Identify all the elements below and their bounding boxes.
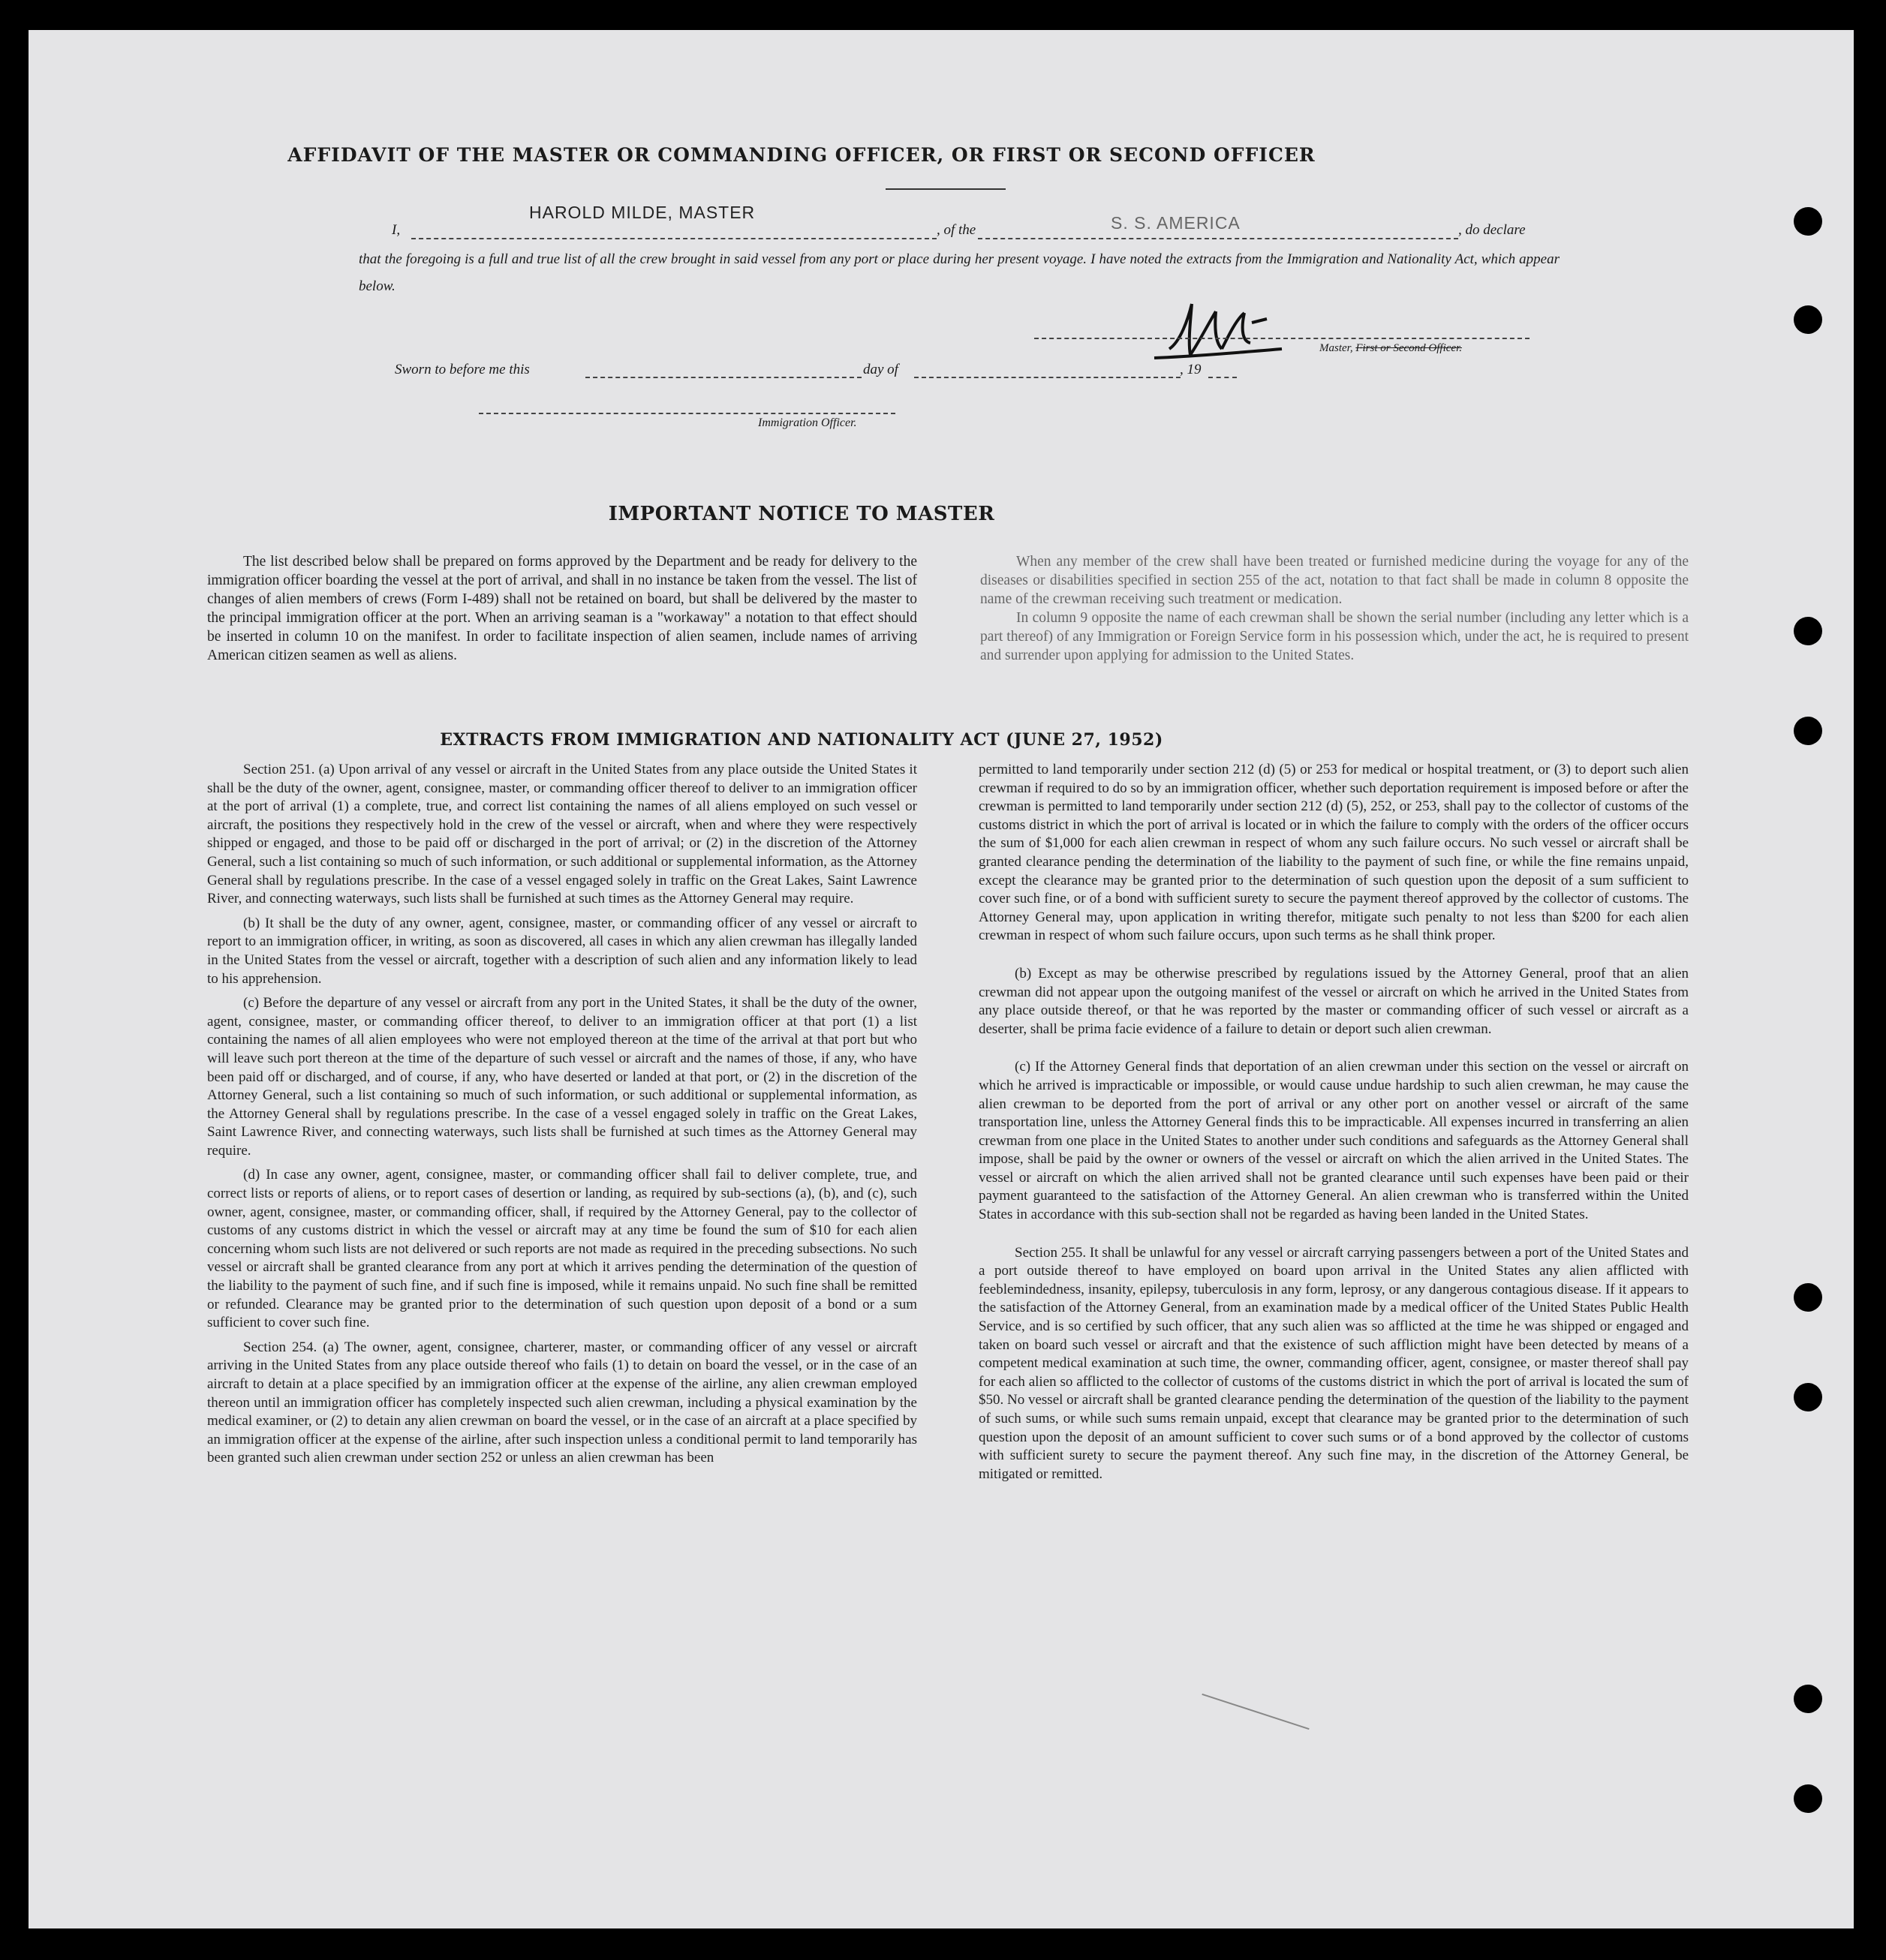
section-251b: (b) It shall be the duty of any owner, agent, consignee, master, or commanding officer of any vessel or aircraft to report to an immigration officer, in writing, as soon as discovered, all cases in which any alien crewman has illegally landed in the United States from the vessel or aircraft, together with a description of such alien and any information likely to lead to his apprehension.: [207, 915, 917, 987]
signature-role-label: [1319, 342, 1462, 355]
binder-hole-2: [1794, 305, 1822, 334]
sworn-year-line: [1208, 377, 1237, 378]
name-blank-line: [411, 238, 937, 239]
notice-right-paragraph-2: In column 9 opposite the name of each crewman shall be shown the serial number (including any letter which is a part thereof) of any Immigration or Foreign Service form in his possession which, under the act, he is required to present and surrender upon applying for admission to the United States.: [980, 610, 1689, 663]
section-254c: (c) If the Attorney General finds that deportation of an alien crewman under this section on the vessel or aircraft on which he arrived is impracticable or impossible, or would cause undue hardship to such alien crewman, he may cause the alien crewman to be deported from the port of arrival or any other port on another vessel or aircraft of the same transportation line, unless the Attorney General finds this to be impracticable. All expenses incurred in transferring an alien crewman from one place in the United States to another under such conditions and safeguards as the Attorney General shall impose, shall be paid by the owner or owners of the vessel or aircraft on which the alien arrived in the United States. The vessel or aircraft on which the alien arrived shall not be granted clearance until such expenses have been paid or their payment guaranteed to the satisfaction of the Attorney General. An alien crewman who is transferred within the United States in accordance with this sub-section shall not be regarded as having been landed in the United States.: [979, 1059, 1689, 1223]
vessel-blank-line: [978, 238, 1458, 239]
of-the-label: , of the: [937, 222, 976, 238]
section-254a: Section 254. (a) The owner, agent, consignee, charterer, master, or commanding officer of any vessel or aircraft arriving in the United States from any place outside thereof who fails (1) to detain on board the vessel, or in the case of an aircraft to detain at a place specified by an immigration officer at the expense of the airline, any alien crewman employed thereon until an immigration officer has completely inspected such alien crewman, including a physical examination by the medical examiner, or (2) to detain any alien crewman on board the vessel, or in the case of an aircraft at a place specified by an immigration officer at the expense of the airline, after such inspection unless a conditional permit to land temporarily has been granted such alien crewman under section 252 or unless an alien crewman has been: [207, 1339, 917, 1466]
section-251a: Section 251. (a) Upon arrival of any vessel or aircraft in the United States from any place outside the United States it shall be the duty of the owner, agent, consignee, master, or commanding officer thereof to deliver to an immigration officer at the port of arrival (1) a complete, true, and correct list containing the names of all aliens employed on such vessel or aircraft, the positions they respectively hold in the crew of the vessel or aircraft, when and where they were respectively shipped or engaged, and those to be paid off or discharged in the port of arrival; or (2) in the discretion of the Attorney General, such a list containing so much of such information, or such additional or supplemental information, as the Attorney General shall by regulations prescribe. In the case of a vessel engaged solely in traffic on the Great Lakes, Saint Lawrence River, and connecting waterways, such lists shall be furnished at such times as the Attorney General may require.: [207, 762, 917, 907]
master-signature: [1147, 289, 1297, 371]
binder-hole-4: [1794, 717, 1822, 745]
declaration-text: that the foregoing is a full and true list of all the crew brought in said vessel from any port or place during her present voyage. I have noted the extracts from the Immigration and Nationality Act, which appear below.: [359, 251, 1560, 294]
extracts-left-column: [207, 761, 917, 1474]
struck-role-text: First or Second Officer.: [1355, 342, 1462, 354]
year-label: , 19: [1180, 362, 1202, 377]
do-declare-label: , do declare: [1458, 222, 1526, 238]
extracts-title: EXTRACTS FROM IMMIGRATION AND NATIONALITY ACT (JUNE 27, 1952): [440, 730, 1163, 750]
sworn-label: Sworn to before me this: [395, 362, 530, 377]
sworn-day-line: [585, 377, 862, 378]
affidavit-title: AFFIDAVIT OF THE MASTER OR COMMANDING OFFICER, OR FIRST OR SECOND OFFICER: [287, 144, 1316, 166]
stray-mark: [1202, 1694, 1309, 1730]
extracts-right-column: [979, 761, 1689, 1490]
declaration-i-label: I,: [392, 222, 401, 238]
immigration-officer-line: [479, 413, 895, 414]
section-254b: (b) Except as may be otherwise prescribed by regulations issued by the Attorney General, proof that an alien crewman did not appear upon the outgoing manifest of the vessel or aircraft on which he arrived in the United States from any place outside thereof, or that he was reported by the master or commanding officer of such vessel or aircraft as a deserter, shall be prima facie evidence of a failure to detain or deport such alien crewman.: [979, 965, 1689, 1037]
notice-left-column: [207, 552, 917, 671]
section-255: Section 255. It shall be unlawful for any vessel or aircraft carrying passengers between a port of the United States and a port outside thereof to have employed on board upon arrival in the United States any alien afflicted with feeblemindedness, insanity, epilepsy, tuberculosis in any form, leprosy, or any dangerous contagious disease. If it appears to the satisfaction of the Attorney General, from an examination made by a medical officer of the United States Public Health Service, and is so certified by such officer, that any such alien was so afflicted at the time he was shipped or engaged and taken on board such vessel or aircraft and that the existence of such affliction might have been detected by means of a competent medical examination at such time, the owner, commanding officer, agent, consignee, or master thereof shall pay for each alien so afflicted to the collector of customs of the customs district in which the port of arrival is located the sum of $50. No vessel or aircraft shall be granted clearance pending the determination of the question of the liability to the payment of such sums, or while such sums remain unpaid, except that clearance may be granted prior to the determination of such question upon the deposit of an amount sufficient to cover such sums or of a bond approved by the collector of customs with sufficient surety to secure the payment thereof. Any such fine may, in the discretion of the Attorney General, be mitigated or remitted.: [979, 1244, 1689, 1482]
immigration-officer-label: Immigration Officer.: [758, 416, 857, 429]
section-251d: (d) In case any owner, agent, consignee, master, or commanding officer shall fail to deliver complete, true, and correct lists or reports of aliens, or to report cases of desertion or landing, as required by sub-sections (a), (b), and (c), such owner, agent, consignee, master, or commanding officer, shall, if required by the Attorney General, pay to the collector of customs of any customs district in which the vessel or aircraft may at any time be found the sum of $10 for each alien concerning whom such lists are not delivered or such reports are not made as required in the preceding subsections. No such vessel or aircraft shall be granted clearance from any port at which it arrives pending the determination of the question of the liability to the payment of such fine, and if such fine is imposed, while it remains unpaid. No such fine shall be remitted or refunded. Clearance may be granted prior to the determination of such question upon deposit of a bond or a sum sufficient to cover such fine.: [207, 1167, 917, 1331]
binder-hole-1: [1794, 207, 1822, 236]
vessel-name-field: S. S. AMERICA: [1111, 213, 1241, 233]
master-name-field: HAROLD MILDE, MASTER: [529, 203, 756, 222]
document-page: [29, 30, 1854, 1928]
binder-hole-5: [1794, 1283, 1822, 1312]
master-role-text: Master,: [1319, 342, 1353, 354]
section-251c: (c) Before the departure of any vessel or aircraft from any port in the United States, it shall be the duty of the owner, agent, consignee, master, or commanding officer thereof, to deliver to an immigration officer at that port (1) a list containing the names of all alien employees who were not employed thereon at the time of the arrival at that port but who will leave such port thereon at the time of the departure of such vessel or aircraft and the names of those, if any, who have been paid off or discharged, and of course, if any, who have deserted or landed at that port, or (2) in the discretion of the Attorney General, such a list containing so much of such information, or such additional or supplemental information, as the Attorney General shall by regulations prescribe. In the case of a vessel engaged solely in traffic on the Great Lakes, Saint Lawrence River, and connecting waterways, such lists shall be furnished at such times as the Attorney General may require.: [207, 995, 917, 1159]
title-rule: [886, 188, 1006, 190]
day-of-label: day of: [863, 362, 898, 377]
binder-hole-6: [1794, 1383, 1822, 1411]
section-254a-continued: permitted to land temporarily under section 212 (d) (5) or 253 for medical or hospital treatment, or (3) to deport such alien crewman if required to do so by an immigration officer, whether such deportation requirement is imposed before or after the crewman is permitted to land temporarily under section 212 (d) (5), 252, or 253, shall pay to the collector of customs of the customs district in which the port of arrival is located or in which the failure to comply with the orders of the officer occurs the sum of $1,000 for each alien crewman in respect of whom any such failure occurs. No such vessel or aircraft shall be granted clearance pending the determination of the liability to the payment of such fine, or while the fine remains unpaid, except the clearance may be granted prior to the determination of such question upon the deposit of a sum sufficient to cover such fine, or of a bond with sufficient surety to secure the payment thereof approved by the collector of customs. The Attorney General may, upon application in writing therefor, mitigate such penalty to not less than $200 for each alien crewman in respect of whom such failure occurs, upon such terms as he shall think proper.: [979, 762, 1689, 944]
binder-hole-3: [1794, 617, 1822, 645]
notice-right-column: [980, 552, 1689, 671]
notice-right-paragraph-1: When any member of the crew shall have been treated or furnished medicine during the voyage for any of the diseases or disabilities specified in section 255 of the act, notation to that fact shall be made in column 8 opposite the name of the crewman receiving such treatment or medication.: [980, 554, 1689, 607]
notice-left-paragraph: The list described below shall be prepared on forms approved by the Department and be ready for delivery to the immigration officer boarding the vessel at the port of arrival, and shall in no instance be taken from the vessel. The list of changes of alien members of crews (Form I-489) shall not be retained on board, but shall be delivered by the master to the principal immigration officer at the port. When an arriving seaman is a "workaway" a notation to that effect should be inserted in column 10 on the manifest. In order to facilitate inspection of alien seamen, include names of arriving American citizen seamen as well as aliens.: [207, 554, 917, 663]
binder-hole-8: [1794, 1784, 1822, 1813]
binder-hole-7: [1794, 1685, 1822, 1713]
notice-title: IMPORTANT NOTICE TO MASTER: [608, 503, 995, 525]
sworn-month-line: [914, 377, 1181, 378]
signature-line: [1034, 338, 1530, 339]
